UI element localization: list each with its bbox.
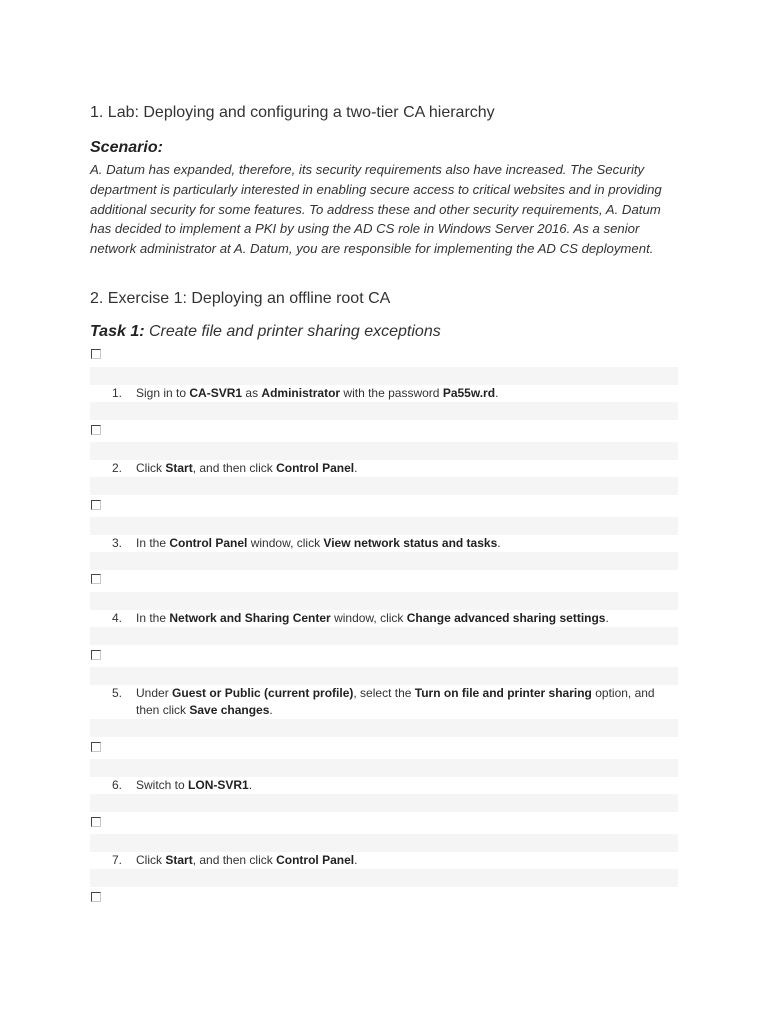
step-text-run: In the: [136, 536, 170, 550]
task-name: Create file and printer sharing exceptions: [149, 323, 441, 340]
step-text-bold: Start: [165, 461, 193, 475]
step-text-bold: Pa55w.rd: [442, 386, 496, 400]
row-band: [90, 442, 678, 460]
row-band: [90, 667, 678, 685]
scenario-title: Scenario:: [90, 139, 163, 156]
step-text-run: , select the: [353, 686, 415, 700]
row-band: [90, 552, 678, 570]
step-text-run: .: [605, 611, 609, 625]
step-text-run: .: [354, 853, 358, 867]
step-checkbox[interactable]: [91, 500, 101, 510]
step-number: 4.: [112, 611, 123, 625]
step-text-bold: Guest or Public (current profile): [172, 686, 354, 700]
row-band: [90, 794, 678, 812]
step-text-run: Click: [136, 461, 166, 475]
step-number: 1.: [112, 386, 123, 400]
step-text-run: Click: [136, 853, 166, 867]
row-band: [90, 477, 678, 495]
step-item: [112, 535, 678, 552]
step-checkbox[interactable]: [91, 650, 101, 660]
step-text: [136, 385, 678, 402]
step-text-bold: Administrator: [261, 386, 341, 400]
step-text-bold: Control Panel: [276, 461, 355, 475]
step-text-run: Under: [136, 686, 173, 700]
step-item: [112, 852, 678, 869]
step-checkbox[interactable]: [91, 425, 101, 435]
step-text: [136, 535, 678, 552]
step-number: 7.: [112, 853, 123, 867]
step-text-run: .: [495, 386, 499, 400]
step-text-bold: CA-SVR1: [189, 386, 243, 400]
task-label: Task 1:: [90, 323, 145, 340]
row-band: [90, 592, 678, 610]
step-text-run: option, and then click: [136, 686, 655, 717]
row-band: [90, 627, 678, 645]
step-text-run: as: [242, 386, 262, 400]
step-text: [136, 852, 678, 869]
step-number: 3.: [112, 536, 123, 550]
step-text-run: , and then click: [192, 461, 277, 475]
task-title: [90, 323, 441, 341]
step-text-bold: Control Panel: [276, 853, 355, 867]
step-text-bold: Start: [165, 853, 193, 867]
row-band: [90, 517, 678, 535]
step-item: [112, 460, 678, 477]
step-text-run: .: [269, 703, 273, 717]
step-text-bold: View network status and tasks: [323, 536, 498, 550]
step-text-run: window, click: [247, 536, 324, 550]
row-band: [90, 719, 678, 737]
step-checkbox[interactable]: [91, 574, 101, 584]
step-number: 5.: [112, 686, 123, 700]
step-item: [112, 610, 678, 627]
step-text-run: .: [248, 778, 253, 792]
step-text-run: Switch to: [136, 778, 189, 792]
step-text-run: window, click: [330, 611, 407, 625]
scenario-text: A. Datum has expanded, therefore, its security requirements also have increased. The Security department is particularly interested in enabling secure access to critical websites and in providing additional security for some features. To address these and other security requirements, A. Datum has decided to implement a PKI by using the AD CS role in Windows Server 2016. As a senior network administrator at A. Datum, you are responsible for implementing the AD CS deployment.: [90, 162, 662, 257]
step-item: [112, 777, 678, 794]
step-text: [136, 610, 678, 627]
step-text: [136, 460, 678, 477]
step-text-run: , and then click: [192, 853, 277, 867]
step-checkbox[interactable]: [91, 892, 101, 902]
step-checkbox[interactable]: [91, 742, 101, 752]
step-item: [112, 685, 678, 719]
step-text-bold: Change advanced sharing settings: [406, 611, 606, 625]
row-band: [90, 834, 678, 852]
step-checkbox[interactable]: [91, 817, 101, 827]
step-number: 6.: [112, 778, 123, 792]
row-band: [90, 759, 678, 777]
step-text-run: .: [497, 536, 501, 550]
step-number: 2.: [112, 461, 123, 475]
row-band: [90, 869, 678, 887]
lab-heading: 1. Lab: Deploying and configuring a two-tier CA hierarchy: [90, 104, 495, 121]
step-text-bold: Control Panel: [169, 536, 248, 550]
step-text-run: with the password: [340, 386, 443, 400]
step-text-bold: Network and Sharing Center: [169, 611, 331, 625]
step-text-run: Sign in to: [136, 386, 190, 400]
row-band: [90, 402, 678, 420]
step-text-bold: LON-SVR1: [188, 778, 249, 792]
step-item: [112, 385, 678, 402]
step-text-bold: Save changes: [189, 703, 270, 717]
step-text-run: In the: [136, 611, 170, 625]
step-text-run: .: [354, 461, 358, 475]
step-checkbox[interactable]: [91, 349, 101, 359]
row-band: [90, 367, 678, 385]
exercise-heading: 2. Exercise 1: Deploying an offline root CA: [90, 290, 391, 307]
step-text: [136, 777, 678, 794]
step-text-bold: Turn on file and printer sharing: [414, 686, 592, 700]
step-text: [136, 685, 678, 719]
